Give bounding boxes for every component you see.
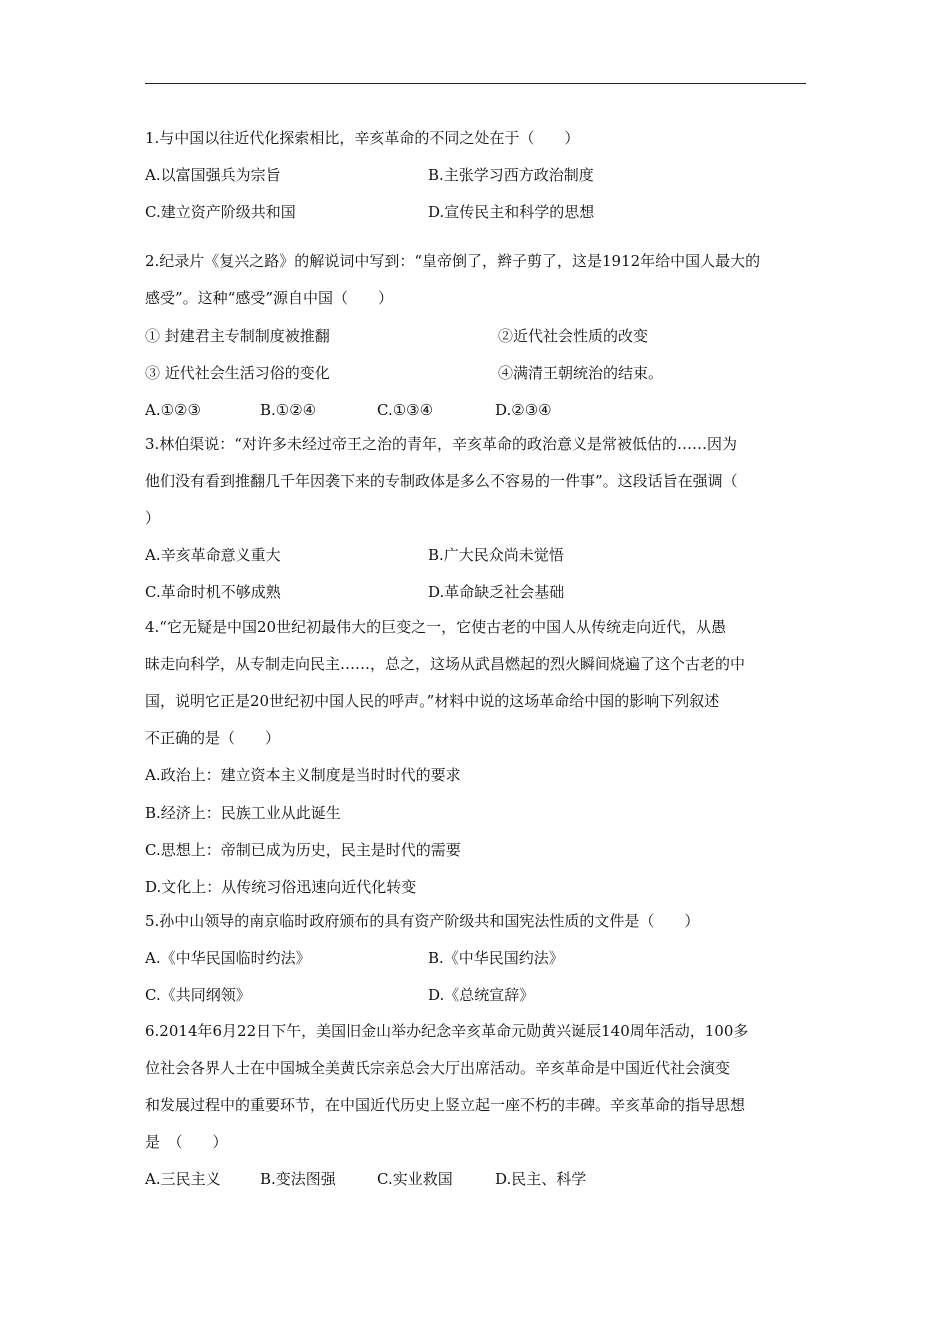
q5-options-row1 bbox=[145, 945, 810, 971]
q2-items-row2 bbox=[145, 360, 810, 386]
q4-option-c[interactable]: C.思想上：帝制已成为历史，民主是时代的需要 bbox=[145, 841, 461, 859]
q2-items-row1 bbox=[145, 323, 810, 349]
q3-option-a[interactable]: A.辛亥革命意义重大 bbox=[145, 546, 281, 564]
q6-stem-line3: 和发展过程中的重要环节，在中国近代历史上竖立起一座不朽的丰碑。辛亥革命的指导思想 bbox=[145, 1096, 746, 1114]
q5-stem: 5.孙中山领导的南京临时政府颁布的具有资产阶级共和国宪法性质的文件是（ ） bbox=[145, 912, 700, 930]
q6-option-d[interactable]: D.民主、科学 bbox=[495, 1170, 587, 1188]
q3-options-row1 bbox=[145, 542, 810, 568]
q2-option-d[interactable]: D.②③④ bbox=[495, 401, 552, 419]
q3-options-row2 bbox=[145, 579, 810, 605]
q4-stem-line2: 昧走向科学，从专制走向民主……，总之，这场从武昌燃起的烈火瞬间烧遍了这个古老的中 bbox=[145, 655, 746, 673]
q2-item-2: ②近代社会性质的改变 bbox=[498, 327, 649, 345]
q5-options-row2 bbox=[145, 982, 810, 1008]
q6-stem-line4: 是 （ ） bbox=[145, 1133, 228, 1151]
q2-item-1: ① 封建君主专制制度被推翻 bbox=[145, 327, 330, 345]
q2-stem-line1: 2.纪录片《复兴之路》的解说词中写到：“皇帝倒了，辫子剪了，这是1912年给中国人最大的 bbox=[145, 252, 761, 270]
q2-item-3: ③ 近代社会生活习俗的变化 bbox=[145, 364, 330, 382]
q5-option-b[interactable]: B.《中华民国约法》 bbox=[428, 949, 564, 967]
q1-stem: 1.与中国以往近代化探索相比，辛亥革命的不同之处在于（ ） bbox=[145, 129, 580, 147]
q4-stem-line3: 国，说明它正是20世纪初中国人民的呼声。”材料中说的这场革命给中国的影响下列叙述 bbox=[145, 692, 720, 710]
q1-option-b[interactable]: B.主张学习西方政治制度 bbox=[428, 166, 594, 184]
q1-options-row2 bbox=[145, 199, 810, 225]
q2-stem-line2: 感受”。这种“感受”源自中国（ ） bbox=[145, 289, 394, 307]
q4-option-b[interactable]: B.经济上：民族工业从此诞生 bbox=[145, 804, 341, 822]
q1-option-a[interactable]: A.以富国强兵为宗旨 bbox=[145, 166, 281, 184]
header-rule bbox=[145, 83, 806, 84]
q1-options-row1 bbox=[145, 162, 810, 188]
q5-option-c[interactable]: C.《共同纲领》 bbox=[145, 986, 251, 1004]
q5-option-d[interactable]: D.《总统宣辞》 bbox=[428, 986, 535, 1004]
q1-option-c[interactable]: C.建立资产阶级共和国 bbox=[145, 203, 296, 221]
q2-option-b[interactable]: B.①②④ bbox=[260, 401, 317, 419]
q3-stem-line1: 3.林伯渠说：“对许多未经过帝王之治的青年，辛亥革命的政治意义是常被低估的……因为 bbox=[145, 435, 737, 453]
q4-option-d[interactable]: D.文化上：从传统习俗迅速向近代化转变 bbox=[145, 878, 417, 896]
q3-option-c[interactable]: C.革命时机不够成熟 bbox=[145, 583, 281, 601]
q3-option-b[interactable]: B.广大民众尚未觉悟 bbox=[428, 546, 564, 564]
q3-stem-line3: ） bbox=[145, 509, 161, 527]
q4-option-a[interactable]: A.政治上：建立资本主义制度是当时时代的要求 bbox=[145, 766, 461, 784]
q4-stem-line1: 4.“它无疑是中国20世纪初最伟大的巨变之一，它使古老的中国人从传统走向近代，从愚 bbox=[145, 618, 727, 636]
q3-option-d[interactable]: D.革命缺乏社会基础 bbox=[428, 583, 565, 601]
q4-stem-line4: 不正确的是（ ） bbox=[145, 729, 281, 747]
q6-option-a[interactable]: A.三民主义 bbox=[145, 1170, 221, 1188]
q2-option-a[interactable]: A.①②③ bbox=[145, 401, 201, 419]
q6-stem-line1: 6.2014年6月22日下午，美国旧金山举办纪念辛亥革命元勋黄兴诞辰140周年活动，100多 bbox=[145, 1022, 749, 1040]
q6-option-c[interactable]: C.实业救国 bbox=[377, 1170, 453, 1188]
q1-option-d[interactable]: D.宣传民主和科学的思想 bbox=[428, 203, 595, 221]
q2-item-4: ④满清王朝统治的结束。 bbox=[498, 364, 664, 382]
q2-option-c[interactable]: C.①③④ bbox=[377, 401, 434, 419]
q6-options bbox=[145, 1166, 810, 1192]
q5-option-a[interactable]: A.《中华民国临时约法》 bbox=[145, 949, 311, 967]
q2-options bbox=[145, 397, 810, 423]
q6-option-b[interactable]: B.变法图强 bbox=[260, 1170, 336, 1188]
q3-stem-line2: 他们没有看到推翻几千年因袭下来的专制政体是多么不容易的一件事”。这段话旨在强调（ bbox=[145, 472, 738, 490]
q6-stem-line2: 位社会各界人士在中国城全美黄氏宗亲总会大厅出席活动。辛亥革命是中国近代社会演变 bbox=[145, 1059, 731, 1077]
